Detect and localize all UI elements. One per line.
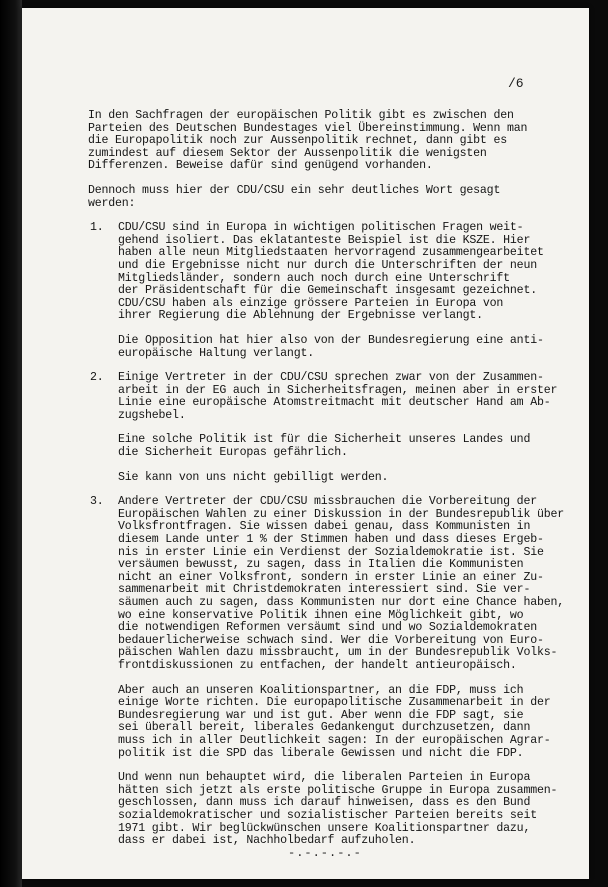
list-item-3 [88,496,568,672]
list-item-paragraph: Die Opposition hat hier also von der Bundesregierung eine anti- europäische Haltung verlangt. [118,333,544,360]
coalition-paragraph: Aber auch an unseren Koalitionspartner, an die FDP, muss ich einige Worte richten. Die europapolitische Zusammenarbeit in der Bundesregierung war und ist gut. Aber wenn die FDP sagt, sie sei überall bereit, liberales Gedankengut durchzusetzen, dann muss ich in aller Deutlichkeit sagen: In der europäischen Agrar- politik ist die SPD das liberale Gewissen und nicht die FDP. [118,683,551,760]
intro-paragraph: In den Sachfragen der europäischen Politik gibt es zwischen den Parteien des Deutschen Bundestages viel Übereinstimmung. Wenn man die Europapolitik noch zur Aussenpolitik rechnet, dann gibt es zumindest auf diesem Sektor der Aussenpolitik die wenigsten Differenzen. Beweise dafür sind genügend vorhanden. [88,109,528,173]
list-item-paragraph: Sie kann von uns nicht gebilligt werden. [118,470,389,484]
closing-paragraph: Und wenn nun behauptet wird, die liberalen Parteien in Europa hätten sich jetzt als erste politische Gruppe in Europa zusammen- geschlossen, dann muss ich darauf hinweisen, dass es den Bund sozialdemokratischer und sozialistischer Parteien bereits seit 1971 gibt. Wir beglückwünschen unsere Koalitionspartner dazu, dass er dabei ist, Nachholbedarf aufzuholen. [118,771,558,848]
list-item-paragraph: Einige Vertreter in der CDU/CSU sprechen zwar von der Zusammen- arbeit in der EG auch in Sicherheitsfragen, meinen aber in erster Linie eine europäische Atomstreitmacht mit deutscher Hand am Ab- zugshebel. [118,371,558,422]
footer-mark: -.-.-.-.- [288,846,362,860]
document-body [88,110,568,860]
list-item-paragraph: Andere Vertreter der CDU/CSU missbrauchen die Vorbereitung der Europäischen Wahlen zu einer Diskussion in der Bundesrepublik über Volksfrontfragen. Sie wissen dabei genau, dass Kommunisten in diesem Lande unter 1 % der Stimmen haben und dass dieses Ergeb- nis in erster Linie ein Verdienst der Sozialdemokratie ist. Sie versäumen bewusst, zu sagen, dass in Italien die Kommunisten nicht an einer Volksfront, sondern in erster Linie an einer Zu- sammenarbeit mit Christdemokraten interessiert sind. Sie ver- säumen auch zu sagen, dass Kommunisten nur dort eine Chance haben, wo eine konservative Politik ihnen eine Möglichkeit gibt, wo die notwendigen Reformen versäumt sind und wo Sozialdemokraten bedauerlicherweise schwach sind. Wer die Vorbereitung von Euro- päischen Wahlen dazu missbraucht, um in der Bundesrepublik Volks- frontdiskussionen zu entfachen, der handelt antieuropäisch. [118,495,564,672]
list-item-2 [88,372,568,484]
list-item-paragraph: CDU/CSU sind in Europa in wichtigen politischen Fragen weit- gehend isoliert. Das eklatanteste Beispiel ist die KSZE. Hier haben alle neun Mitgliedstaaten hervorragend zusammengearbeitet und die Ergebnisse nicht nur durch die Unterschriften der neun Mitgliedsländer, sondern auch noch durch eine Unterschrift der Präsidentschaft für die Gemeinschaft insgesamt gezeichnet. CDU/CSU haben als einzige grössere Parteien in Europa von ihrer Regierung die Ablehnung der Ergebnisse verlangt. [118,221,544,323]
page-number: /6 [508,76,524,91]
list-item-number: 1. [90,221,104,235]
scan-left-edge [0,0,22,887]
list-item-number: 2. [90,371,104,385]
lead-paragraph: Dennoch muss hier der CDU/CSU ein sehr deutliches Wort gesagt werden: [88,183,501,210]
list-item-1 [88,222,568,360]
list-item-number: 3. [90,495,104,509]
list-item-paragraph: Eine solche Politik ist für die Sicherheit unseres Landes und die Sicherheit Europas gefährlich. [118,433,531,460]
